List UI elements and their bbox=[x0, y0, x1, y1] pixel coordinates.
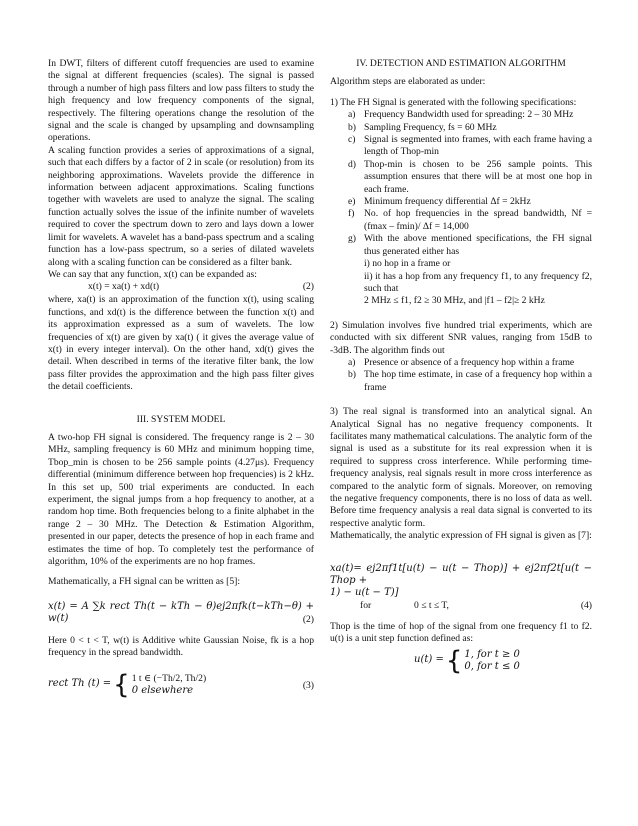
equation-rect-case-2: 0 elsewhere bbox=[131, 684, 194, 696]
equation-4-for: for bbox=[360, 599, 372, 611]
paragraph-fh-intro: Mathematically, a FH signal can be written as [5]: bbox=[48, 576, 240, 588]
equation-fh-number: (2) bbox=[302, 613, 314, 625]
list-item: d) Thop-min is chosen to be 256 sample points. This assumption ensures that there will be at most one hop in each frame. bbox=[348, 158, 592, 195]
section-heading-algorithm: IV. DETECTION AND ESTIMATION ALGORITHM bbox=[356, 58, 566, 69]
equation-2 bbox=[48, 281, 314, 294]
paragraph-system-model: A two-hop FH signal is considered. The frequency range is 2 – 30 MHz, sampling frequency is 60 MHz and minimum hopping time, Tbop_min is chosen to be 256 sample points (4.27μs). Frequency differential (minimum difference between hop frequencies) is 2 kHz. In this set up, 500 trial experiments are conducted. In each experiment, the signal jumps from a hop frequency to another, at a random hop time. Both frequencies belong to a finite alphabet in the range 2 – 30 MHz. The Detection & Estimation Algorithm, presented in our paper, detects the presence of hop in each frame and estimates the time of hop. To completely test the performance of algorithm, 10% of the experiments are no hop frames. bbox=[48, 431, 314, 568]
algorithm-intro: Algorithm steps are elaborated as under: bbox=[330, 76, 486, 88]
paragraph-scaling: A scaling function provides a series of approximations of a signal, such that each differs by a factor of 2 in scale (or resolution) from its neighboring approximations. Wavelets provide the difference in information between adjacent approximations. Scaling functions together with wavelets are used to analyze the signal. The scaling function actually solves the issue of the infinite number of wavelets required to cover the spectrum down to zero and lays down a lower limit for wavelets. A wavelet has a band-pass spectrum and a scaling function has a low-pass spectrum, so a series of dilated wavelets along with a scaling function can be considered as a filter bank. bbox=[48, 144, 314, 268]
step-3-analytic-intro: Mathematically, the analytic expression of FH signal is given as [7]: bbox=[330, 530, 592, 542]
equation-4-range: 0 ≤ t ≤ T, bbox=[414, 599, 449, 611]
equation-u-case-2: 0, for t ≤ 0 bbox=[464, 660, 520, 672]
list-item: a) Presence or absence of a frequency hop within a frame bbox=[348, 356, 575, 368]
hop-option-single: ii) it has a hop from any frequency f1, to any frequency f2, such that bbox=[364, 270, 592, 294]
equation-4 bbox=[330, 563, 592, 613]
equation-4-number: (4) bbox=[580, 599, 592, 611]
equation-rect-lhs: rect Th (t) = bbox=[48, 678, 112, 690]
list-item: e) Minimum frequency differential Δf = 2kHz bbox=[348, 196, 531, 208]
left-brace: { bbox=[445, 645, 463, 676]
paragraph-approximation: where, xa(t) is an approximation of the function x(t), using scaling functions, and xd(t) is the difference between the function x(t) and its approximation expressed as a sum of wavelets. The low frequencies of x(t) are given by xa(t) ( it gives the average value of x(t) in every integer interval). On the other hand, xd(t) gives the detail. When described in terms of the iterative filter bank, the low pass filter provides the approximation and the high pass filter gives the detail coefficients. bbox=[48, 294, 314, 393]
list-item: c) Signal is segmented into frames, with each frame having a length of Thop-min bbox=[348, 134, 592, 158]
paragraph-noise: Here 0 < t < T, w(t) is Additive white Gaussian Noise, fk is a hop frequency in the spread bandwidth. bbox=[48, 634, 314, 659]
list-item: b) The hop time estimate, in case of a frequency hop within a frame bbox=[348, 369, 592, 393]
step-1-list bbox=[330, 109, 592, 308]
paragraph-dwt: In DWT, filters of different cutoff frequencies are used to examine the signal at different frequencies (scales). The signal is passed through a number of high pass filters and low pass filters to study the high frequency and low frequency components of the signal, respectively. The filtering operations change the resolution of the signal and the scale is changed by upsampling and downsampling operations. bbox=[48, 58, 314, 144]
equation-u-case-1: 1, for t ≥ 0 bbox=[464, 648, 520, 660]
equation-unit-step bbox=[330, 645, 592, 676]
list-item: f) No. of hop frequencies in the spread bandwidth, Nf = (fmax – fmin)/ Δf = 14,000 bbox=[348, 208, 592, 232]
hop-condition: 2 MHz ≤ f1, f2 ≥ 30 MHz, and |f1 – f2|≥ 2 kHz bbox=[364, 295, 545, 307]
step-3: 3) The real signal is transformed into an analytical signal. An Analytical Signal has no negative frequency components. It facilitates many mathematical calculations. The analytic form of the signal is used as a substitute for its real expression when it is required to suppress cross interference. While performing time-frequency analysis, real signals result in more cross interference as compared to the analytic form of signals. Moreover, on removing the negative frequency components, there is no loss of data as well. Before time frequency analysis a real data signal is converted to its respective analytic form. bbox=[330, 406, 592, 529]
left-column bbox=[48, 58, 314, 702]
list-item: b) Sampling Frequency, fs = 60 MHz bbox=[348, 121, 497, 133]
right-column bbox=[330, 58, 592, 674]
equation-fh-body: x(t) = A ∑k rect Th(t − kTh − θ)ej2πfk(t−kTh−θ) + w(t) bbox=[48, 600, 314, 625]
equation-2-body: x(t) = xa(t) + xd(t) bbox=[88, 281, 160, 293]
list-item: a) Frequency Bandwidth used for spreading: 2 – 30 MHz bbox=[348, 109, 574, 121]
section-heading-system-model: III. SYSTEM MODEL bbox=[136, 413, 226, 425]
equation-rect-case-1: 1 t ∈ (−Th/2, Th/2) bbox=[131, 672, 207, 684]
equation-fh-signal bbox=[48, 601, 314, 627]
paragraph-hop-time: Thop is the time of hop of the signal from one frequency f1 to f2. u(t) is a unit step function defined as: bbox=[330, 620, 592, 645]
paragraph-expansion-intro: We can say that any function, x(t) can be expanded as: bbox=[48, 268, 257, 280]
equation-2-number: (2) bbox=[302, 281, 314, 293]
step-1: 1) The FH Signal is generated with the following specifications: bbox=[330, 96, 577, 108]
equation-u-lhs: u(t) = bbox=[414, 654, 444, 666]
list-item: g) With the above mentioned specifications, the FH signal thus generated either has i) no hop in a frame or ii) it has a hop from any frequency f1, to any frequency f2, such that 2 MHz ≤ f1, f2 ≥ 30 MHz, and |f1 – f2|≥ 2 kHz bbox=[348, 233, 592, 307]
step-2-list bbox=[330, 357, 592, 394]
left-brace: { bbox=[113, 669, 130, 700]
hop-option-none: i) no hop in a frame or bbox=[364, 258, 451, 270]
equation-rect bbox=[48, 669, 314, 702]
step-2: 2) Simulation involves five hundred trial experiments, which are conducted with six different SNR values, ranging from 15dB to -3dB. The algorithm finds out bbox=[330, 319, 592, 356]
equation-4-line-1: xa(t)= ej2πf1t[u(t) − u(t − Thop)] + ej2πf2t[u(t − Thop + bbox=[330, 562, 592, 587]
equation-4-line-2: 1) − u(t − T)] bbox=[330, 587, 399, 599]
equation-rect-number: (3) bbox=[302, 679, 314, 691]
